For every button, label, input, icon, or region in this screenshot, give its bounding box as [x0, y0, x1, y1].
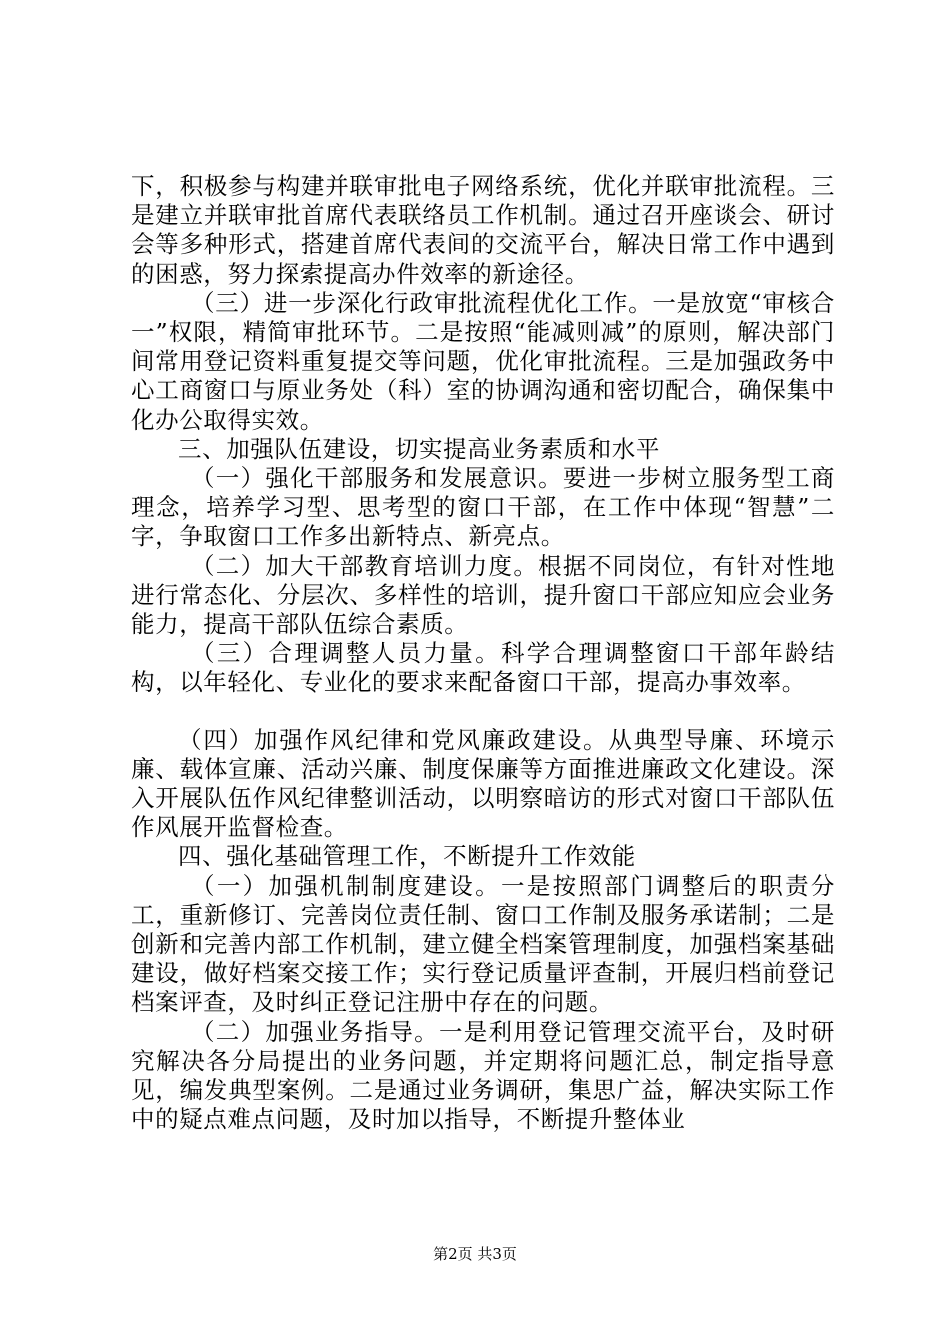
paragraph-approval-flow: （三）进一步深化行政审批流程优化工作。一是放宽“审核合一”权限，精简审批环节。二是按照“能减则减”的原则，解决部门间常用登记资料重复提交等问题，优化审批流程。三是加强政务中心工商窗口与原业务处（科）室的协调沟通和密切配合，确保集中化办公取得实效。	[131, 288, 835, 434]
section-heading-management: 四、强化基础管理工作，不断提升工作效能	[178, 842, 636, 871]
paragraph-staffing: （三）合理调整人员力量。科学合理调整窗口干部年龄结构，以年轻化、专业化的要求来配备窗口干部，提高办事效率。	[131, 639, 835, 697]
page-footer: 第2页 共3页	[433, 1245, 517, 1263]
paragraph-service-awareness: （一）强化干部服务和发展意识。要进一步树立服务型工商理念，培养学习型、思考型的窗口干部，在工作中体现“智慧”二字，争取窗口工作多出新特点、新亮点。	[131, 464, 835, 551]
paragraph-spacer	[131, 698, 835, 726]
paragraph-training: （二）加大干部教育培训力度。根据不同岗位，有针对性地进行常态化、分层次、多样性的培训，提升窗口干部应知应会业务能力，提高干部队伍综合素质。	[131, 551, 835, 639]
paragraph-mechanisms: （一）加强机制制度建设。一是按照部门调整后的职责分工，重新修订、完善岗位责任制、窗口工作制及服务承诺制；二是创新和完善内部工作机制，建立健全档案管理制度，加强档案基础建设，做好档案交接工作；实行登记质量评查制，开展归档前登记档案评查，及时纠正登记注册中存在的问题。	[131, 871, 835, 1017]
paragraph-discipline: （四）加强作风纪律和党风廉政建设。从典型导廉、环境示廉、载体宣廉、活动兴廉、制度保廉等方面推进廉政文化建设。深入开展队伍作风纪律整训活动，以明察暗访的形式对窗口干部队伍作风展开监督检查。	[131, 725, 835, 842]
document-body	[131, 172, 835, 1135]
paragraph-continued: 下，积极参与构建并联审批电子网络系统，优化并联审批流程。三是建立并联审批首席代表联络员工作机制。通过召开座谈会、研讨会等多种形式，搭建首席代表间的交流平台，解决日常工作中遇到的困惑，努力探索提高办件效率的新途径。	[131, 172, 835, 288]
paragraph-guidance: （二）加强业务指导。一是利用登记管理交流平台，及时研究解决各分局提出的业务问题，并定期将问题汇总，制定指导意见，编发典型案例。二是通过业务调研，集思广益，解决实际工作中的疑点难点问题，及时加以指导，不断提升整体业	[131, 1017, 835, 1134]
section-heading-team-building: 三、加强队伍建设，切实提高业务素质和水平	[178, 434, 660, 463]
